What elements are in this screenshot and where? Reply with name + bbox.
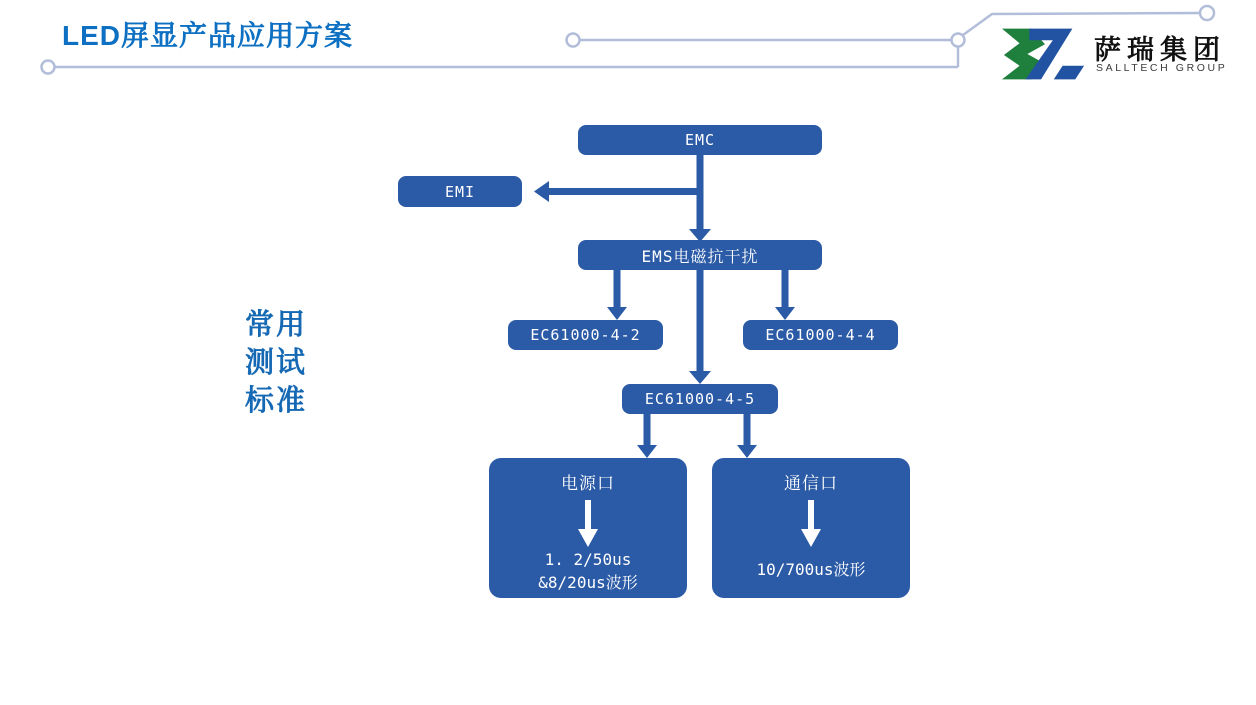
down-arrow-icon — [801, 500, 821, 548]
flow-node-emc: EMC — [578, 125, 822, 155]
arrow-ems-to-iec45 — [689, 270, 711, 384]
flow-node-ec61000-4-4: EC61000-4-4 — [743, 320, 898, 350]
comm-port-line1: 10/700us波形 — [756, 559, 866, 579]
flow-node-power-port — [489, 458, 687, 598]
logo-company-name-en: SALLTECH GROUP — [1096, 62, 1228, 74]
power-port-title: 电源口 — [561, 474, 615, 494]
down-arrow-icon — [578, 500, 598, 548]
power-port-line1: 1. 2/50us — [544, 550, 632, 569]
logo-company-name: 萨瑞集团 — [1094, 35, 1226, 65]
flow-node-comm-port — [712, 458, 910, 598]
side-caption-line: 测试 — [245, 347, 308, 379]
left-arrow-icon — [534, 181, 700, 202]
side-caption-line: 常用 — [245, 309, 308, 341]
flow-node-ems: EMS电磁抗干扰 — [578, 240, 822, 270]
flow-node-emi: EMI — [398, 176, 522, 207]
comm-port-detail — [756, 548, 865, 598]
flow-node-ec61000-4-5: EC61000-4-5 — [622, 384, 778, 414]
side-caption-line: 标准 — [245, 385, 308, 417]
comm-port-title: 通信口 — [784, 474, 838, 494]
power-port-detail — [538, 548, 637, 602]
arrow-ems-to-iec44 — [775, 270, 795, 320]
power-port-line2: &8/20us波形 — [538, 573, 638, 592]
flow-node-ec61000-4-2: EC61000-4-2 — [508, 320, 663, 350]
arrow-ems-to-iec42 — [607, 270, 627, 320]
arrow-iec45-to-power — [637, 414, 657, 458]
arrow-emc-to-ems — [689, 155, 711, 242]
page-title: LED屏显产品应用方案 — [62, 20, 354, 51]
arrow-iec45-to-comm — [737, 414, 757, 458]
